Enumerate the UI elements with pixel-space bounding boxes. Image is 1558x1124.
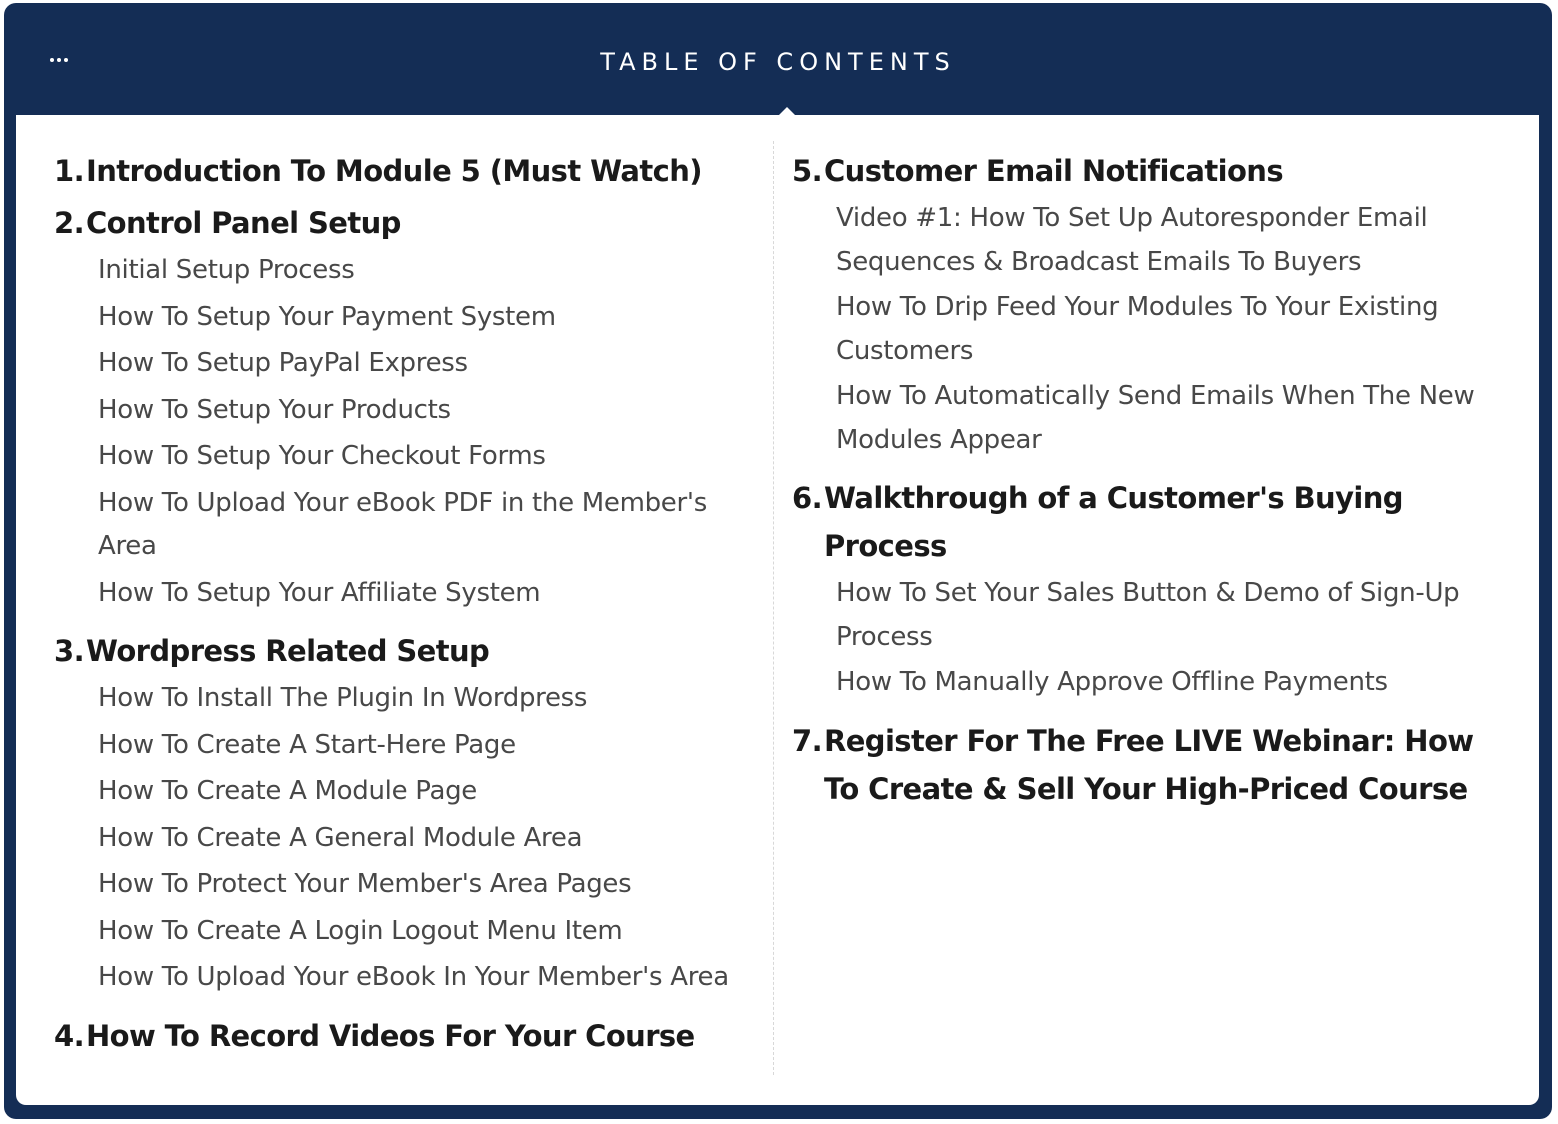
section-number: 7. (792, 723, 822, 758)
subsection-link[interactable]: How To Protect Your Member's Area Pages (98, 869, 632, 899)
subsection-link[interactable]: How To Upload Your eBook In Your Member's Area (98, 962, 729, 992)
section-heading-link[interactable] (54, 199, 766, 247)
subsection-link[interactable]: How To Setup Your Payment System (98, 301, 556, 332)
subsection-link[interactable]: How To Setup PayPal Express (98, 348, 468, 378)
toc-section (54, 147, 766, 195)
subsection-list (836, 197, 1504, 462)
section-heading-link[interactable] (792, 147, 1504, 195)
subsection-list (98, 249, 766, 615)
section-title: Customer Email Notifications (824, 154, 1283, 188)
toc-section (792, 717, 1504, 813)
section-heading-link[interactable] (54, 1012, 766, 1060)
panel-notch (779, 107, 795, 115)
section-heading-link[interactable] (54, 627, 766, 675)
subsection-link[interactable]: How To Create A Start-Here Page (98, 729, 516, 760)
toc-section (54, 627, 766, 1000)
section-title: Walkthrough of a Customer's Buying Process (824, 481, 1403, 563)
subsection-link[interactable]: How To Drip Feed Your Modules To Your Existing Customers (836, 292, 1439, 366)
toc-panel (16, 115, 1539, 1105)
section-heading-link[interactable] (792, 474, 1504, 570)
section-number: 6. (792, 481, 822, 515)
toc-section (54, 1012, 766, 1060)
subsection-link[interactable]: How To Install The Plugin In Wordpress (98, 683, 588, 713)
section-number: 3. (54, 634, 84, 668)
subsection-link[interactable]: How To Set Your Sales Button & Demo of Sign-Up Process (836, 578, 1460, 652)
section-number: 5. (792, 154, 822, 188)
section-title: Register For The Free LIVE Webinar: How To Create & Sell Your High-Priced Course (824, 723, 1474, 806)
toc-header (4, 3, 1552, 115)
subsection-list (98, 677, 766, 1000)
toc-column-right (792, 147, 1504, 817)
section-title: Wordpress Related Setup (86, 634, 490, 668)
section-number: 4. (54, 1018, 84, 1053)
subsection-link[interactable]: How To Upload Your eBook PDF in the Member's Area (98, 487, 707, 561)
subsection-link[interactable]: Video #1: How To Set Up Autoresponder Email Sequences & Broadcast Emails To Buyers (836, 203, 1428, 277)
column-divider (773, 141, 774, 1075)
subsection-link[interactable]: How To Setup Your Products (98, 394, 451, 425)
toc-widget (4, 3, 1552, 1119)
section-title: Control Panel Setup (86, 206, 401, 240)
section-number: 2. (54, 206, 84, 240)
subsection-link[interactable]: How To Create A Login Logout Menu Item (98, 915, 623, 946)
subsection-link[interactable]: Initial Setup Process (98, 255, 355, 285)
subsection-link[interactable]: How To Setup Your Affiliate System (98, 577, 541, 608)
toc-section (54, 199, 766, 615)
toc-section (792, 147, 1504, 462)
subsection-link[interactable]: How To Manually Approve Offline Payments (836, 667, 1388, 697)
section-heading-link[interactable] (54, 147, 766, 195)
section-title: Introduction To Module 5 (Must Watch) (86, 154, 702, 188)
subsection-link[interactable]: How To Create A General Module Area (98, 822, 583, 853)
section-number: 1. (54, 154, 84, 188)
toc-title: TABLE OF CONTENTS (600, 48, 956, 76)
subsection-link[interactable]: How To Automatically Send Emails When The New Modules Appear (836, 381, 1475, 455)
subsection-link[interactable]: How To Setup Your Checkout Forms (98, 441, 546, 471)
subsection-link[interactable]: How To Create A Module Page (98, 776, 477, 806)
section-heading-link[interactable] (792, 717, 1504, 813)
section-title: How To Record Videos For Your Course (86, 1018, 695, 1053)
toc-column-left (54, 147, 766, 1064)
toc-section (792, 474, 1504, 705)
subsection-list (836, 572, 1504, 705)
